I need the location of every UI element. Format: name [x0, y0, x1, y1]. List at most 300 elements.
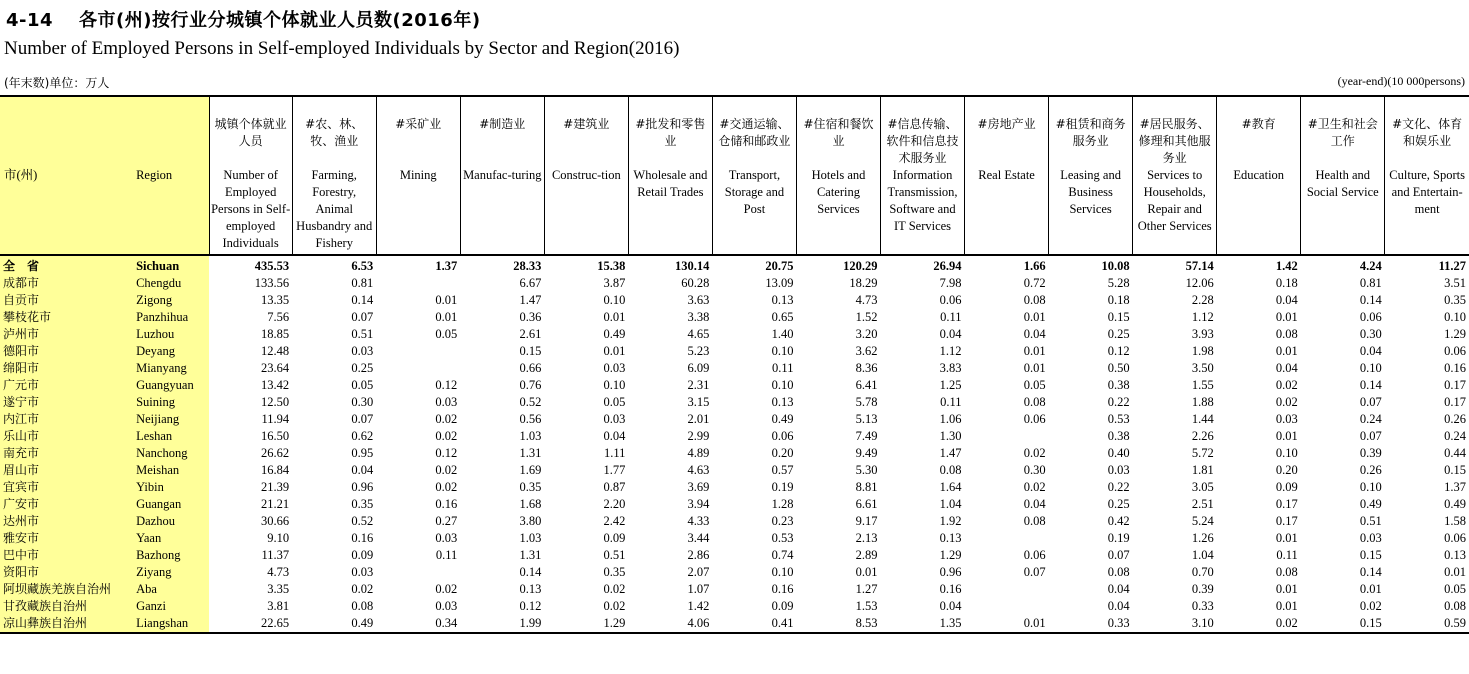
table-cell: 3.44 — [687, 531, 710, 545]
table-cell: 0.06 — [1444, 344, 1466, 358]
table-cell: 0.02 — [603, 599, 626, 613]
table-cell: 1.07 — [687, 582, 710, 596]
table-cell: 1.66 — [1023, 259, 1046, 273]
table-cell: 0.01 — [855, 565, 878, 579]
table-cell: 0.16 — [771, 582, 794, 596]
column-header-en: Mining — [399, 168, 437, 182]
table-cell: 1.99 — [460, 615, 544, 633]
table-cell: 1.31 — [519, 446, 542, 460]
table-cell — [376, 343, 460, 360]
column-header-sector — [796, 96, 880, 255]
table-cell: 1.12 — [939, 344, 962, 358]
table-cell: 13.42 — [261, 378, 290, 392]
city-name-cn: 阿坝藏族羌族自治州 — [0, 581, 134, 598]
table-cell: 0.35 — [1444, 293, 1466, 307]
table-cell: 2.07 — [687, 565, 710, 579]
table-cell: 2.42 — [603, 514, 626, 528]
table-row — [0, 411, 1469, 428]
table-cell: 5.30 — [855, 463, 878, 477]
column-header-sector — [292, 96, 376, 255]
page-title-en: Number of Employed Persons in Self-employed Individuals by Sector and Region(2016) — [4, 38, 680, 59]
table-cell: 0.35 — [351, 497, 374, 511]
table-cell: 5.78 — [855, 395, 878, 409]
table-cell: 1.27 — [855, 582, 878, 596]
table-cell: 0.30 — [1023, 463, 1046, 477]
table-cell: 1.06 — [939, 412, 962, 426]
table-cell: 0.33 — [1191, 599, 1214, 613]
table-cell: 4.65 — [687, 327, 710, 341]
table-cell: 0.02 — [603, 582, 626, 596]
table-cell: 0.41 — [712, 615, 796, 633]
column-header-cn: #农、林、牧、渔业 — [305, 117, 364, 148]
table-cell: 0.01 — [1023, 344, 1046, 358]
city-name-cn: 资阳市 — [0, 564, 134, 581]
column-header-en: Leasing and Business Services — [1060, 168, 1121, 216]
table-cell: 1.42 — [1275, 259, 1298, 273]
table-row — [0, 496, 1469, 513]
table-cell: 4.63 — [687, 463, 710, 477]
table-cell: 0.02 — [1359, 599, 1382, 613]
table-cell: 0.22 — [1107, 480, 1130, 494]
column-header-cn: #租赁和商务服务业 — [1055, 117, 1126, 148]
table-cell: 0.08 — [939, 463, 962, 477]
table-cell: 0.11 — [1276, 548, 1298, 562]
table-cell: 8.81 — [855, 480, 878, 494]
column-header-cn: #批发和零售业 — [635, 117, 706, 148]
column-header-cn: #卫生和社会工作 — [1307, 117, 1378, 148]
table-cell: 1.81 — [1191, 463, 1214, 477]
table-cell — [965, 530, 1049, 547]
region-name-en: Liangshan — [134, 615, 209, 633]
table-row — [0, 445, 1469, 462]
table-cell: 1.98 — [1191, 344, 1214, 358]
table-cell: 0.01 — [1275, 582, 1298, 596]
table-cell: 6.41 — [855, 378, 878, 392]
column-header-sector — [1049, 96, 1133, 255]
table-cell: 0.25 — [1107, 327, 1130, 341]
table-cell: 0.30 — [351, 395, 374, 409]
table-cell: 0.36 — [519, 310, 542, 324]
table-cell: 1.47 — [939, 446, 962, 460]
table-cell: 0.38 — [1107, 429, 1130, 443]
city-name-cn: 眉山市 — [0, 462, 134, 479]
table-cell: 13.09 — [765, 276, 794, 290]
table-cell: 0.08 — [1444, 599, 1466, 613]
table-cell: 1.28 — [771, 497, 794, 511]
table-cell — [965, 581, 1049, 598]
table-cell: 0.02 — [1023, 480, 1046, 494]
table-cell: 0.81 — [1359, 276, 1382, 290]
table-cell: 0.07 — [1359, 429, 1382, 443]
table-cell: 0.02 — [435, 463, 458, 477]
table-cell: 4.73 — [855, 293, 878, 307]
table-cell: 0.06 — [1444, 531, 1466, 545]
table-cell: 6.53 — [351, 259, 374, 273]
table-cell: 1.11 — [603, 446, 626, 460]
table-cell: 3.10 — [1133, 615, 1217, 633]
table-cell: 0.05 — [603, 395, 626, 409]
table-cell: 0.81 — [351, 276, 374, 290]
table-row — [0, 462, 1469, 479]
region-name-en: Bazhong — [134, 547, 209, 564]
table-cell: 8.36 — [855, 361, 878, 375]
table-cell: 0.01 — [965, 615, 1049, 633]
table-cell: 0.01 — [603, 310, 626, 324]
table-cell: 0.08 — [1023, 293, 1046, 307]
table-cell: 11.27 — [1438, 259, 1466, 273]
table-row — [0, 513, 1469, 530]
region-name-en: Deyang — [134, 343, 209, 360]
table-cell: 0.01 — [1444, 565, 1466, 579]
table-cell: 0.30 — [1359, 327, 1382, 341]
table-cell: 0.04 — [351, 463, 374, 477]
region-name-en: Chengdu — [134, 275, 209, 292]
table-row — [0, 564, 1469, 581]
table-cell: 0.62 — [351, 429, 374, 443]
table-cell: 0.25 — [1107, 497, 1130, 511]
table-cell: 0.14 — [519, 565, 542, 579]
table-cell: 0.15 — [1107, 310, 1130, 324]
table-number: 4-14 — [6, 10, 54, 31]
table-cell: 0.10 — [1359, 361, 1382, 375]
table-cell: 7.98 — [939, 276, 962, 290]
column-header-sector — [965, 96, 1049, 255]
table-cell: 5.24 — [1191, 514, 1214, 528]
page-title-cn — [6, 6, 481, 32]
table-cell: 4.06 — [628, 615, 712, 633]
table-cell: 16.84 — [261, 463, 290, 477]
table-cell: 60.28 — [681, 276, 710, 290]
table-cell: 0.65 — [771, 310, 794, 324]
table-cell: 18.85 — [261, 327, 290, 341]
table-row — [0, 360, 1469, 377]
table-cell: 1.29 — [939, 548, 962, 562]
table-cell: 0.16 — [351, 531, 374, 545]
table-cell: 0.04 — [1107, 582, 1130, 596]
table-cell: 0.04 — [1275, 293, 1298, 307]
table-cell: 0.04 — [939, 327, 962, 341]
table-row — [0, 275, 1469, 292]
table-cell: 0.03 — [435, 599, 458, 613]
table-row — [0, 292, 1469, 309]
city-name-cn: 雅安市 — [0, 530, 134, 547]
table-cell: 1.29 — [544, 615, 628, 633]
city-name-cn: 自贡市 — [0, 292, 134, 309]
column-header-en: Information Transmission, Software and IT Services — [887, 168, 958, 233]
table-cell: 0.06 — [771, 429, 794, 443]
table-cell: 0.50 — [1107, 361, 1130, 375]
table-cell: 0.10 — [771, 344, 794, 358]
column-header-sector — [376, 96, 460, 255]
table-cell: 0.01 — [1023, 310, 1046, 324]
table-cell: 0.02 — [1217, 615, 1301, 633]
table-cell: 0.10 — [1275, 446, 1298, 460]
table-row — [0, 581, 1469, 598]
table-cell: 0.13 — [771, 395, 794, 409]
column-header-en: Transport, Storage and Post — [724, 168, 785, 216]
column-header-cn: #居民服务、修理和其他服务业 — [1138, 117, 1211, 165]
table-cell: 4.24 — [1359, 259, 1382, 273]
city-name-cn: 乐山市 — [0, 428, 134, 445]
column-header-en: Education — [1233, 168, 1285, 182]
table-cell: 23.64 — [261, 361, 290, 375]
table-cell: 0.04 — [1275, 361, 1298, 375]
column-header-cn: 城镇个体就业人员 — [214, 117, 287, 148]
table-cell: 0.04 — [939, 599, 962, 613]
table-cell: 10.08 — [1101, 259, 1130, 273]
city-name-cn: 宜宾市 — [0, 479, 134, 496]
table-cell: 3.80 — [519, 514, 542, 528]
table-cell: 0.01 — [1275, 344, 1298, 358]
table-cell — [376, 564, 460, 581]
table-cell: 0.52 — [351, 514, 374, 528]
table-cell: 0.03 — [351, 344, 374, 358]
table-cell: 0.02 — [351, 582, 374, 596]
table-cell: 0.52 — [519, 395, 542, 409]
column-header-en: Number of Employed Persons in Self-employed Individuals — [211, 168, 291, 250]
table-cell: 0.02 — [1275, 395, 1298, 409]
table-cell: 0.09 — [351, 548, 374, 562]
table-cell: 0.19 — [771, 480, 794, 494]
table-cell: 0.01 — [1275, 599, 1298, 613]
city-name-cn: 达州市 — [0, 513, 134, 530]
table-cell: 1.53 — [855, 599, 878, 613]
region-name-en: Luzhou — [134, 326, 209, 343]
table-cell: 18.29 — [849, 276, 878, 290]
column-header-cn: #文化、体育和娱乐业 — [1392, 117, 1463, 148]
table-cell: 0.25 — [351, 361, 374, 375]
table-cell: 9.17 — [855, 514, 878, 528]
table-cell: 3.50 — [1191, 361, 1214, 375]
table-cell: 1.55 — [1191, 378, 1214, 392]
column-header-en: Manufac-turing — [463, 168, 542, 182]
city-name-cn: 绵阳市 — [0, 360, 134, 377]
table-cell: 133.56 — [254, 276, 290, 290]
table-cell: 0.05 — [1444, 582, 1466, 596]
region-name-en: Panzhihua — [134, 309, 209, 326]
city-name-cn: 广安市 — [0, 496, 134, 513]
table-cell — [965, 598, 1049, 615]
table-cell: 3.69 — [687, 480, 710, 494]
column-header-cn: #交通运输、仓储和邮政业 — [718, 117, 791, 148]
table-cell: 0.14 — [1359, 293, 1382, 307]
table-cell: 0.08 — [351, 599, 374, 613]
table-cell: 4.89 — [687, 446, 710, 460]
table-cell: 0.03 — [435, 395, 458, 409]
table-cell: 0.05 — [435, 327, 458, 341]
table-cell: 1.42 — [687, 599, 710, 613]
table-cell: 0.03 — [1359, 531, 1382, 545]
city-name-cn: 广元市 — [0, 377, 134, 394]
table-cell: 5.13 — [855, 412, 878, 426]
table-cell: 0.17 — [1444, 395, 1466, 409]
column-header-cn: #采矿业 — [395, 117, 442, 131]
column-header-region: Region — [134, 96, 209, 255]
table-cell: 0.01 — [435, 310, 458, 324]
table-row — [0, 428, 1469, 445]
table-cell: 16.50 — [261, 429, 290, 443]
table-cell: 20.75 — [765, 259, 794, 273]
table-row — [0, 530, 1469, 547]
table-cell: 0.10 — [603, 293, 626, 307]
table-cell: 0.87 — [603, 480, 626, 494]
table-cell: 0.03 — [351, 565, 374, 579]
table-cell: 0.15 — [1301, 615, 1385, 633]
table-cell: 0.07 — [351, 412, 374, 426]
table-cell: 3.81 — [267, 599, 290, 613]
table-cell: 1.69 — [519, 463, 542, 477]
table-cell: 0.01 — [1023, 361, 1046, 375]
table-cell: 120.29 — [843, 259, 878, 273]
table-cell: 0.95 — [351, 446, 374, 460]
column-header-cn: #房地产业 — [977, 117, 1036, 131]
table-cell: 1.26 — [1191, 531, 1214, 545]
table-cell: 2.51 — [1191, 497, 1214, 511]
table-cell: 0.14 — [1359, 565, 1382, 579]
header-row — [0, 96, 1469, 255]
table-row — [0, 547, 1469, 564]
table-cell: 0.16 — [435, 497, 458, 511]
table-cell: 0.12 — [519, 599, 542, 613]
table-cell: 12.48 — [261, 344, 290, 358]
region-name-en: Guangan — [134, 496, 209, 513]
table-cell: 0.04 — [1359, 344, 1382, 358]
table-cell: 2.99 — [687, 429, 710, 443]
table-cell: 0.03 — [1107, 463, 1130, 477]
table-cell: 1.40 — [771, 327, 794, 341]
table-cell: 1.77 — [603, 463, 626, 477]
table-cell: 0.66 — [519, 361, 542, 375]
table-cell: 2.13 — [855, 531, 878, 545]
table-cell: 0.26 — [1359, 463, 1382, 477]
table-cell: 0.02 — [435, 480, 458, 494]
table-cell: 0.06 — [1023, 412, 1046, 426]
column-header-sector — [209, 96, 292, 255]
table-cell: 0.19 — [1107, 531, 1130, 545]
column-header-sector — [544, 96, 628, 255]
table-cell: 0.24 — [1359, 412, 1382, 426]
column-header-en: Real Estate — [978, 168, 1035, 182]
table-cell: 0.49 — [292, 615, 376, 633]
table-cell: 5.72 — [1191, 446, 1214, 460]
table-cell: 3.62 — [855, 344, 878, 358]
table-cell: 1.37 — [1444, 480, 1466, 494]
table-title-cn: 各市(州)按行业分城镇个体就业人员数(2016年) — [79, 10, 481, 31]
table-cell: 0.17 — [1444, 378, 1466, 392]
table-cell: 0.33 — [1049, 615, 1133, 633]
city-name-cn: 遂宁市 — [0, 394, 134, 411]
column-header-en: Services to Households, Repair and Other Services — [1137, 168, 1212, 233]
table-cell: 0.02 — [435, 412, 458, 426]
table-cell: 0.20 — [771, 446, 794, 460]
city-name-cn: 甘孜藏族自治州 — [0, 598, 134, 615]
table-cell: 0.08 — [1107, 565, 1130, 579]
table-cell: 2.86 — [687, 548, 710, 562]
column-header-sector — [881, 96, 965, 255]
table-cell: 2.28 — [1191, 293, 1214, 307]
region-name-en: Zigong — [134, 292, 209, 309]
table-cell: 0.06 — [1023, 548, 1046, 562]
table-cell: 0.18 — [1107, 293, 1130, 307]
table-cell: 21.21 — [261, 497, 290, 511]
table-cell: 0.08 — [1023, 514, 1046, 528]
table-cell: 4.33 — [687, 514, 710, 528]
city-name-cn: 德阳市 — [0, 343, 134, 360]
column-header-sector — [712, 96, 796, 255]
table-cell: 2.31 — [687, 378, 710, 392]
table-cell: 0.51 — [603, 548, 626, 562]
table-cell: 11.94 — [261, 412, 290, 426]
table-cell: 0.70 — [1191, 565, 1214, 579]
city-name-cn: 南充市 — [0, 445, 134, 462]
table-cell: 0.24 — [1444, 429, 1466, 443]
column-header-sector — [1133, 96, 1217, 255]
table-cell: 5.28 — [1107, 276, 1130, 290]
region-name-en: Meishan — [134, 462, 209, 479]
table-cell: 0.08 — [1275, 327, 1298, 341]
table-cell: 0.16 — [1444, 361, 1466, 375]
table-cell: 3.38 — [687, 310, 710, 324]
table-cell: 22.65 — [209, 615, 292, 633]
table-cell: 1.52 — [855, 310, 878, 324]
table-cell: 1.35 — [881, 615, 965, 633]
table-cell: 12.50 — [261, 395, 290, 409]
table-cell: 0.53 — [1107, 412, 1130, 426]
table-cell: 0.40 — [1107, 446, 1130, 460]
table-cell: 0.10 — [603, 378, 626, 392]
city-name-cn: 攀枝花市 — [0, 309, 134, 326]
table-cell: 0.03 — [603, 361, 626, 375]
table-row — [0, 615, 1469, 633]
table-cell: 0.96 — [939, 565, 962, 579]
table-cell: 0.12 — [1107, 344, 1130, 358]
table-cell: 0.39 — [1359, 446, 1382, 460]
column-header-sector — [1301, 96, 1385, 255]
table-cell: 11.37 — [261, 548, 290, 562]
table-row — [0, 598, 1469, 615]
table-cell: 15.38 — [597, 259, 626, 273]
table-cell: 0.03 — [1275, 412, 1298, 426]
table-cell: 0.10 — [771, 565, 794, 579]
column-header-en: Construc-tion — [551, 168, 621, 182]
table-cell: 21.39 — [261, 480, 290, 494]
table-cell: 0.51 — [1359, 514, 1382, 528]
table-cell: 28.33 — [513, 259, 542, 273]
table-cell: 0.10 — [1444, 310, 1466, 324]
unit-label-cn: (年末数)单位：万人 — [4, 76, 110, 90]
table-cell: 0.49 — [603, 327, 626, 341]
column-header-cn: #信息传输、软件和信息技术服务业 — [886, 117, 959, 165]
table-cell: 1.03 — [519, 531, 542, 545]
table-cell: 1.03 — [519, 429, 542, 443]
table-cell: 7.56 — [267, 310, 290, 324]
column-header-city: 市(州) — [0, 96, 134, 255]
table-cell: 0.13 — [519, 582, 542, 596]
table-cell: 2.01 — [687, 412, 710, 426]
table-cell: 0.11 — [940, 310, 962, 324]
table-cell: 0.01 — [1275, 531, 1298, 545]
table-cell: 0.07 — [1107, 548, 1130, 562]
statistics-table — [0, 95, 1469, 634]
table-cell: 0.11 — [435, 548, 458, 562]
table-cell: 0.06 — [939, 293, 962, 307]
table-cell: 0.17 — [1275, 514, 1298, 528]
table-cell: 2.26 — [1191, 429, 1214, 443]
table-cell: 130.14 — [675, 259, 710, 273]
table-cell: 3.20 — [855, 327, 878, 341]
column-header-en: Farming, Forestry, Animal Husbandry and Fishery — [296, 168, 373, 250]
table-cell: 0.15 — [1359, 548, 1382, 562]
